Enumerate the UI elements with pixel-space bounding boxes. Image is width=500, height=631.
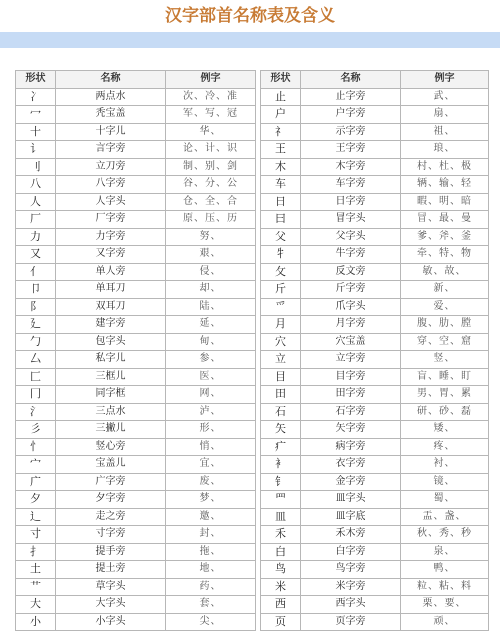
table-row [16, 543, 256, 561]
radical-shape-cell: 立 [261, 351, 301, 369]
example-chars-cell: 爹、斧、釜 [401, 228, 489, 246]
radical-shape-cell: 艹 [16, 578, 56, 596]
radical-shape-cell: 卩 [16, 281, 56, 299]
example-chars-cell: 套、 [166, 596, 256, 614]
radical-name-cell: 示字旁 [301, 123, 401, 141]
table-row [261, 386, 489, 404]
example-chars-cell: 新、 [401, 281, 489, 299]
table-row [16, 561, 256, 579]
radical-name-cell: 父字头 [301, 228, 401, 246]
table-row [261, 578, 489, 596]
radical-name-cell: 木字旁 [301, 158, 401, 176]
example-chars-cell: 网、 [166, 386, 256, 404]
radical-name-cell: 两点水 [56, 88, 166, 106]
table-row [16, 316, 256, 334]
radical-shape-cell: 石 [261, 403, 301, 421]
radical-shape-cell: 月 [261, 316, 301, 334]
example-chars-cell: 谷、分、公 [166, 176, 256, 194]
example-chars-cell: 男、胃、累 [401, 386, 489, 404]
radical-name-cell: 田字旁 [301, 386, 401, 404]
table-row [16, 596, 256, 614]
table-row [261, 456, 489, 474]
table-row [261, 561, 489, 579]
example-chars-cell: 镜、 [401, 473, 489, 491]
radical-shape-cell: 忄 [16, 438, 56, 456]
example-chars-cell: 竖、 [401, 351, 489, 369]
table-row [261, 368, 489, 386]
radical-shape-cell: 穴 [261, 333, 301, 351]
radical-name-cell: 私字儿 [56, 351, 166, 369]
radical-name-cell: 走之旁 [56, 508, 166, 526]
radical-shape-cell: 禾 [261, 526, 301, 544]
radical-name-cell: 八字旁 [56, 176, 166, 194]
radical-shape-cell: 西 [261, 596, 301, 614]
radical-name-cell: 户字旁 [301, 106, 401, 124]
example-chars-cell: 祖、 [401, 123, 489, 141]
radical-shape-cell: 矢 [261, 421, 301, 439]
radical-shape-cell: 疒 [261, 438, 301, 456]
radical-name-cell: 小字头 [56, 613, 166, 631]
radical-shape-cell: 冖 [16, 106, 56, 124]
table-row [16, 141, 256, 159]
radical-shape-cell: 钅 [261, 473, 301, 491]
example-chars-cell: 努、 [166, 228, 256, 246]
example-chars-cell: 粒、粘、料 [401, 578, 489, 596]
table-row [16, 386, 256, 404]
table-row [261, 543, 489, 561]
example-chars-cell: 医、 [166, 368, 256, 386]
radical-shape-cell: 鸟 [261, 561, 301, 579]
radical-shape-cell: 寸 [16, 526, 56, 544]
example-chars-cell: 扇、 [401, 106, 489, 124]
table-row [261, 246, 489, 264]
radical-shape-cell: 衤 [261, 456, 301, 474]
table-row [261, 298, 489, 316]
table-row [16, 351, 256, 369]
table-row [261, 123, 489, 141]
radical-shape-cell: 阝 [16, 298, 56, 316]
radical-shape-cell: 夕 [16, 491, 56, 509]
example-chars-cell: 泉、 [401, 543, 489, 561]
radical-shape-cell: 氵 [16, 403, 56, 421]
radical-name-cell: 衣字旁 [301, 456, 401, 474]
table-row [16, 403, 256, 421]
table-row [261, 228, 489, 246]
radical-shape-cell: 罒 [261, 491, 301, 509]
radical-name-cell: 白字旁 [301, 543, 401, 561]
radical-shape-cell: 十 [16, 123, 56, 141]
radical-name-cell: 竖心旁 [56, 438, 166, 456]
title-band [0, 32, 500, 48]
page-title: 汉字部首名称表及含义 [165, 6, 335, 26]
table-row [261, 526, 489, 544]
example-chars-cell: 秋、秀、秒 [401, 526, 489, 544]
example-chars-cell: 研、砂、磊 [401, 403, 489, 421]
header-shape: 形状 [16, 71, 56, 89]
radical-name-cell: 金字旁 [301, 473, 401, 491]
example-chars-cell: 村、杜、极 [401, 158, 489, 176]
table-header-row [261, 71, 489, 89]
radical-shape-cell: 匚 [16, 368, 56, 386]
radical-name-cell: 斤字旁 [301, 281, 401, 299]
radical-shape-cell: 宀 [16, 456, 56, 474]
radical-shape-cell: 冂 [16, 386, 56, 404]
radical-name-cell: 冒字头 [301, 211, 401, 229]
radical-shape-cell: 彡 [16, 421, 56, 439]
radical-shape-cell: 目 [261, 368, 301, 386]
example-chars-cell: 盂、盏、 [401, 508, 489, 526]
example-chars-cell: 爱、 [401, 298, 489, 316]
radical-name-cell: 十字儿 [56, 123, 166, 141]
table-row [16, 211, 256, 229]
table-row [16, 281, 256, 299]
table-row [261, 193, 489, 211]
table-row [16, 456, 256, 474]
radical-name-cell: 牛字旁 [301, 246, 401, 264]
radical-name-cell: 立刀旁 [56, 158, 166, 176]
example-chars-cell: 矮、 [401, 421, 489, 439]
table-row [16, 246, 256, 264]
table-row [16, 158, 256, 176]
radical-shape-cell: 勹 [16, 333, 56, 351]
radical-shape-cell: 户 [261, 106, 301, 124]
radicals-table-right [260, 70, 489, 631]
radical-name-cell: 宝盖儿 [56, 456, 166, 474]
radical-name-cell: 立字旁 [301, 351, 401, 369]
radical-shape-cell: 斤 [261, 281, 301, 299]
table-row [16, 123, 256, 141]
example-chars-cell: 顽、 [401, 613, 489, 631]
example-chars-cell: 暇、明、暗 [401, 193, 489, 211]
radical-shape-cell: 牜 [261, 246, 301, 264]
table-row [16, 333, 256, 351]
radical-name-cell: 鸟字旁 [301, 561, 401, 579]
example-chars-cell: 冒、最、曼 [401, 211, 489, 229]
header-name: 名称 [56, 71, 166, 89]
radical-name-cell: 建字旁 [56, 316, 166, 334]
example-chars-cell: 参、 [166, 351, 256, 369]
radical-name-cell: 月字旁 [301, 316, 401, 334]
example-chars-cell: 悄、 [166, 438, 256, 456]
radical-shape-cell: 又 [16, 246, 56, 264]
table-row [261, 596, 489, 614]
radical-name-cell: 广字旁 [56, 473, 166, 491]
radical-shape-cell: 日 [261, 193, 301, 211]
radical-shape-cell: 田 [261, 386, 301, 404]
example-chars-cell: 疼、 [401, 438, 489, 456]
radical-shape-cell: 力 [16, 228, 56, 246]
table-row [16, 106, 256, 124]
radical-shape-cell: 廴 [16, 316, 56, 334]
table-row [261, 473, 489, 491]
table-row [16, 88, 256, 106]
table-row [16, 228, 256, 246]
radical-shape-cell: 米 [261, 578, 301, 596]
radical-shape-cell: 父 [261, 228, 301, 246]
radical-name-cell: 皿字头 [301, 491, 401, 509]
example-chars-cell: 栗、要、 [401, 596, 489, 614]
radical-name-cell: 病字旁 [301, 438, 401, 456]
radical-name-cell: 矢字旁 [301, 421, 401, 439]
table-row [16, 473, 256, 491]
example-chars-cell: 仓、全、合 [166, 193, 256, 211]
radical-name-cell: 夕字旁 [56, 491, 166, 509]
radical-shape-cell: 扌 [16, 543, 56, 561]
radical-name-cell: 厂字旁 [56, 211, 166, 229]
radical-name-cell: 草字头 [56, 578, 166, 596]
table-row [16, 263, 256, 281]
example-chars-cell: 邀、 [166, 508, 256, 526]
table-row [16, 508, 256, 526]
radical-name-cell: 双耳刀 [56, 298, 166, 316]
radical-name-cell: 西字头 [301, 596, 401, 614]
radical-name-cell: 日字旁 [301, 193, 401, 211]
radical-name-cell: 皿字底 [301, 508, 401, 526]
example-chars-cell: 武、 [401, 88, 489, 106]
table-row [16, 438, 256, 456]
radical-shape-cell: 辶 [16, 508, 56, 526]
example-chars-cell: 陆、 [166, 298, 256, 316]
radical-shape-cell: 车 [261, 176, 301, 194]
radical-name-cell: 车字旁 [301, 176, 401, 194]
example-chars-cell: 原、压、历 [166, 211, 256, 229]
table-row [261, 263, 489, 281]
example-chars-cell: 论、计、识 [166, 141, 256, 159]
radical-shape-cell: 曰 [261, 211, 301, 229]
radical-shape-cell: 广 [16, 473, 56, 491]
radical-shape-cell: 厂 [16, 211, 56, 229]
radical-name-cell: 同字框 [56, 386, 166, 404]
example-chars-cell: 梦、 [166, 491, 256, 509]
example-chars-cell: 制、别、剑 [166, 158, 256, 176]
table-row [16, 176, 256, 194]
header-shape: 形状 [261, 71, 301, 89]
radical-shape-cell: 冫 [16, 88, 56, 106]
radical-shape-cell: 白 [261, 543, 301, 561]
table-row [16, 578, 256, 596]
table-header-row [16, 71, 256, 89]
radical-name-cell: 包字头 [56, 333, 166, 351]
example-chars-cell: 次、冷、准 [166, 88, 256, 106]
table-row [16, 526, 256, 544]
radical-name-cell: 人字头 [56, 193, 166, 211]
radical-shape-cell: 讠 [16, 141, 56, 159]
example-chars-cell: 鸭、 [401, 561, 489, 579]
table-row [16, 298, 256, 316]
radical-shape-cell: 亻 [16, 263, 56, 281]
radical-shape-cell: 木 [261, 158, 301, 176]
radical-shape-cell: 厶 [16, 351, 56, 369]
example-chars-cell: 腹、肋、膛 [401, 316, 489, 334]
radical-shape-cell: 止 [261, 88, 301, 106]
header-name: 名称 [301, 71, 401, 89]
radical-name-cell: 秃宝盖 [56, 106, 166, 124]
radical-name-cell: 又字旁 [56, 246, 166, 264]
example-chars-cell: 地、 [166, 561, 256, 579]
table-row [261, 333, 489, 351]
radical-name-cell: 单耳刀 [56, 281, 166, 299]
radical-shape-cell: 小 [16, 613, 56, 631]
radical-name-cell: 提土旁 [56, 561, 166, 579]
radical-name-cell: 寸字旁 [56, 526, 166, 544]
table-row [16, 421, 256, 439]
radical-shape-cell: 攵 [261, 263, 301, 281]
header-examples: 例字 [166, 71, 256, 89]
example-chars-cell: 泸、 [166, 403, 256, 421]
radical-name-cell: 爪字头 [301, 298, 401, 316]
example-chars-cell: 宜、 [166, 456, 256, 474]
table-row [261, 508, 489, 526]
example-chars-cell: 拖、 [166, 543, 256, 561]
radical-shape-cell: 人 [16, 193, 56, 211]
example-chars-cell: 牵、特、物 [401, 246, 489, 264]
radical-shape-cell: 大 [16, 596, 56, 614]
example-chars-cell: 甸、 [166, 333, 256, 351]
example-chars-cell: 侵、 [166, 263, 256, 281]
radical-name-cell: 单人旁 [56, 263, 166, 281]
radical-name-cell: 力字旁 [56, 228, 166, 246]
radical-name-cell: 米字旁 [301, 578, 401, 596]
example-chars-cell: 艰、 [166, 246, 256, 264]
example-chars-cell: 药、 [166, 578, 256, 596]
table-row [261, 491, 489, 509]
radical-shape-cell: 刂 [16, 158, 56, 176]
radical-shape-cell: 王 [261, 141, 301, 159]
table-row [261, 141, 489, 159]
table-row [261, 421, 489, 439]
radical-name-cell: 言字旁 [56, 141, 166, 159]
radical-name-cell: 目字旁 [301, 368, 401, 386]
radical-name-cell: 三点水 [56, 403, 166, 421]
example-chars-cell: 蜀、 [401, 491, 489, 509]
radical-name-cell: 页字旁 [301, 613, 401, 631]
radical-name-cell: 穴宝盖 [301, 333, 401, 351]
table-row [261, 176, 489, 194]
table-row [261, 613, 489, 631]
radical-name-cell: 三撇儿 [56, 421, 166, 439]
header-examples: 例字 [401, 71, 489, 89]
example-chars-cell: 形、 [166, 421, 256, 439]
radical-name-cell: 石字旁 [301, 403, 401, 421]
example-chars-cell: 废、 [166, 473, 256, 491]
radical-name-cell: 提手旁 [56, 543, 166, 561]
table-row [261, 88, 489, 106]
table-row [261, 106, 489, 124]
radical-shape-cell: 礻 [261, 123, 301, 141]
table-row [16, 491, 256, 509]
radical-name-cell: 三框儿 [56, 368, 166, 386]
table-row [261, 158, 489, 176]
radical-name-cell: 止字旁 [301, 88, 401, 106]
example-chars-cell: 军、写、冠 [166, 106, 256, 124]
example-chars-cell: 封、 [166, 526, 256, 544]
radical-name-cell: 大字头 [56, 596, 166, 614]
table-row [16, 368, 256, 386]
example-chars-cell: 华、 [166, 123, 256, 141]
example-chars-cell: 却、 [166, 281, 256, 299]
radical-name-cell: 禾木旁 [301, 526, 401, 544]
radical-shape-cell: 土 [16, 561, 56, 579]
table-row [261, 403, 489, 421]
table-row [261, 438, 489, 456]
radical-name-cell: 王字旁 [301, 141, 401, 159]
example-chars-cell: 盲、睡、盯 [401, 368, 489, 386]
example-chars-cell: 延、 [166, 316, 256, 334]
table-row [261, 316, 489, 334]
table-row [16, 613, 256, 631]
table-row [261, 211, 489, 229]
example-chars-cell: 敏、故、 [401, 263, 489, 281]
radical-shape-cell: 八 [16, 176, 56, 194]
radical-shape-cell: 爫 [261, 298, 301, 316]
radical-shape-cell: 页 [261, 613, 301, 631]
example-chars-cell: 穿、空、窟 [401, 333, 489, 351]
example-chars-cell: 琅、 [401, 141, 489, 159]
table-row [16, 193, 256, 211]
radicals-table-left [15, 70, 256, 631]
table-row [261, 281, 489, 299]
example-chars-cell: 辆、输、轻 [401, 176, 489, 194]
example-chars-cell: 衬、 [401, 456, 489, 474]
radical-shape-cell: 皿 [261, 508, 301, 526]
table-row [261, 351, 489, 369]
example-chars-cell: 尖、 [166, 613, 256, 631]
radical-name-cell: 反文旁 [301, 263, 401, 281]
